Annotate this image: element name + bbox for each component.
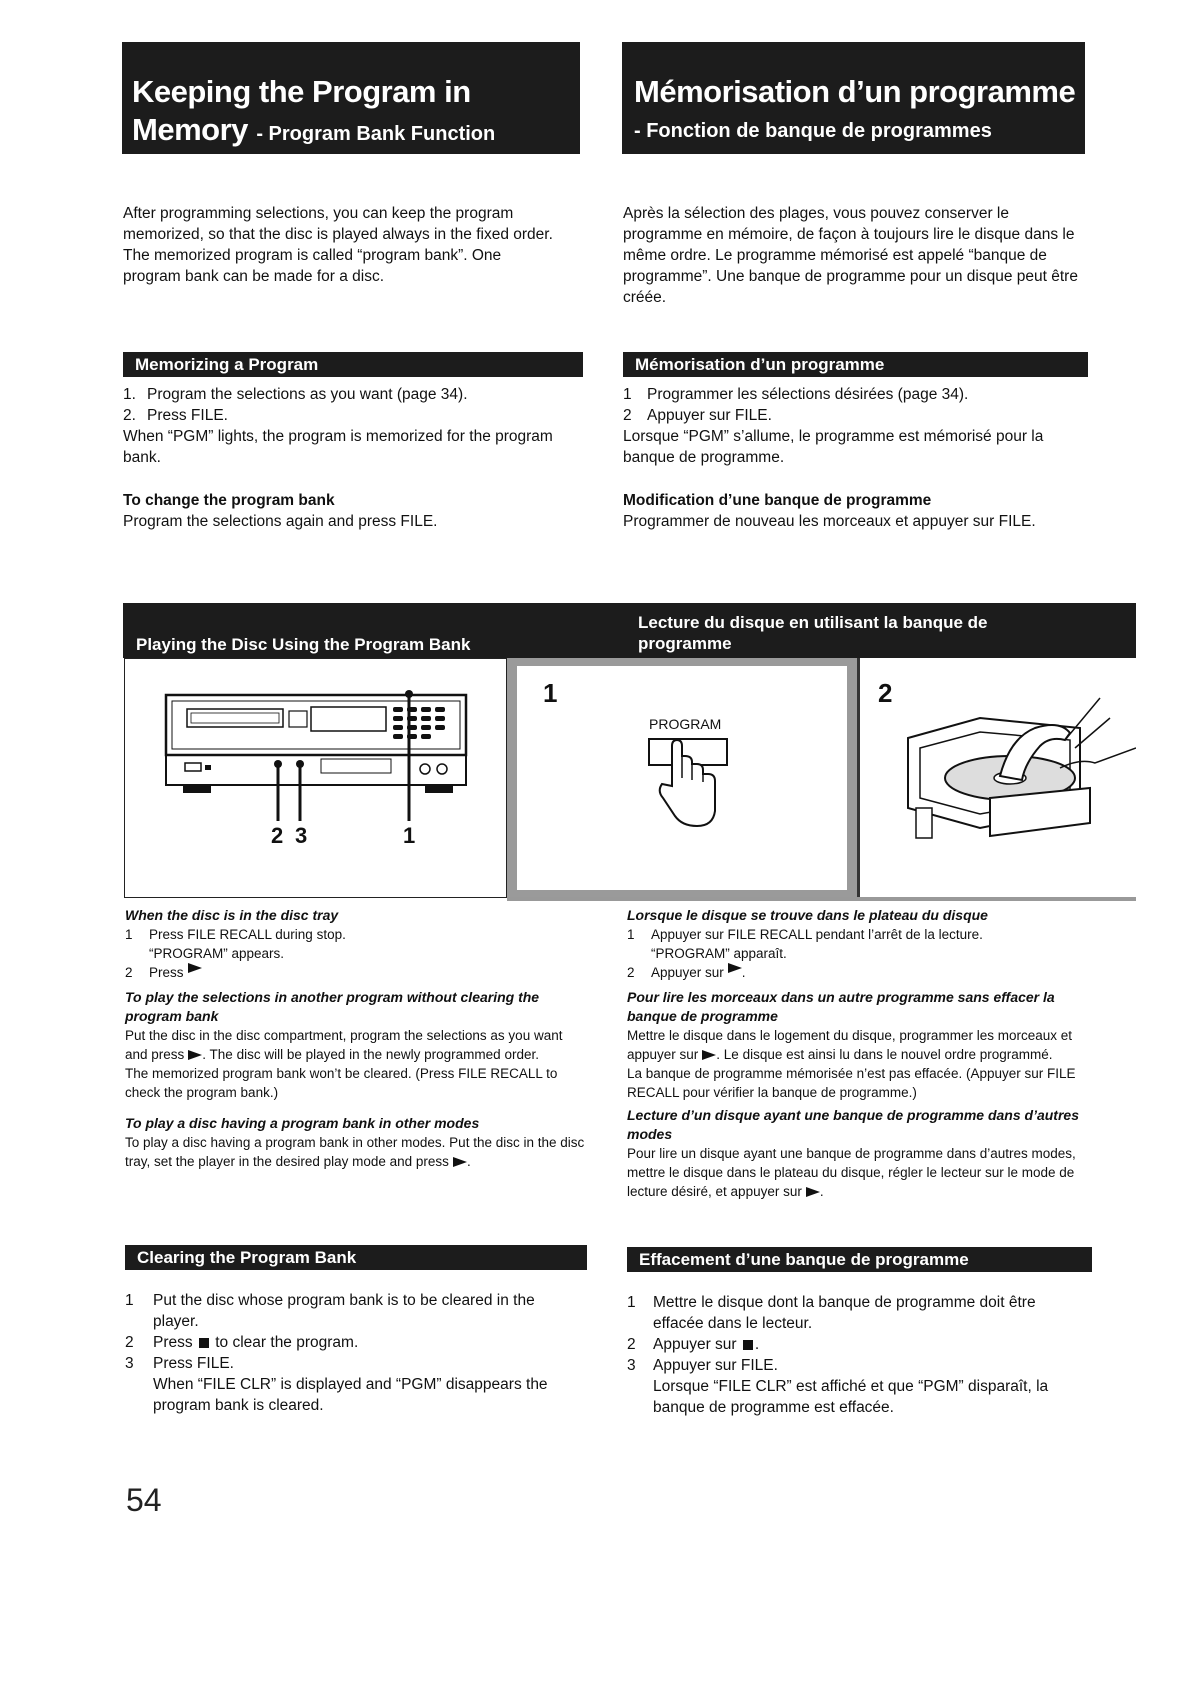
list-item xyxy=(623,405,1083,426)
paragraph-text: To play a disc having a program bank in other modes. Put the disc in the disc tray, set the player in the desired play mode and press xyxy=(125,1135,585,1169)
playing-h3-en: To play a disc having a program bank in other modes xyxy=(125,1115,480,1131)
play-icon xyxy=(702,1050,716,1060)
playing-h2-en: To play the selections in another program without clearing the program bank xyxy=(125,989,540,1024)
list-item xyxy=(125,1290,575,1332)
step-text: Press xyxy=(153,1334,193,1351)
list-item xyxy=(125,963,585,982)
list-item xyxy=(125,925,585,944)
clearing-body-fr xyxy=(627,1292,1087,1418)
figure-bottom-rule xyxy=(507,897,1136,901)
change-heading-en: To change the program bank xyxy=(123,492,335,509)
step-number: 2 xyxy=(125,965,133,980)
paragraph-text: Pour lire un disque ayant une banque de programme dans d’autres modes, mettre le disque dans le plateau du disque, régler le lecteur sur le mode de lecture désiré, et appuyer sur xyxy=(627,1146,1076,1199)
list-item xyxy=(623,384,1083,405)
step-text: . xyxy=(754,1336,760,1353)
play-icon xyxy=(453,1157,467,1167)
paragraph-text: Mettre le disque dans le logement du disque, programmer les morceaux et appuyer sur xyxy=(627,1028,1072,1062)
title-fr xyxy=(622,42,1085,154)
step-number: 1 xyxy=(125,1292,134,1309)
step-note: “PROGRAM” appears. xyxy=(149,946,285,961)
list-item xyxy=(627,1292,1087,1334)
playing-heading-fr: Lecture du disque en utilisant la banque de programme xyxy=(638,613,988,653)
step-text: to clear the program. xyxy=(215,1334,359,1351)
paragraph-text: . xyxy=(819,1184,824,1199)
intro-fr: Après la sélection des plages, vous pouvez conserver le programme en mémoire, de façon à toujours lire le disque dans le même ordre. Le programme mémorisé est appelé “banque de programme”. Une banque de programme pour un disque peut être créée. xyxy=(623,205,1078,306)
step-text: Appuyer sur FILE. xyxy=(647,407,772,424)
list-item xyxy=(627,925,1087,944)
play-icon xyxy=(806,1187,820,1197)
title-en-sub: - Program Bank Function xyxy=(256,123,496,145)
step-number: 2 xyxy=(627,1336,636,1353)
step-number: 1. xyxy=(123,386,136,403)
list-item xyxy=(627,1355,1087,1376)
playing-heading-en: Playing the Disc Using the Program Bank xyxy=(136,635,471,654)
step-number: 3 xyxy=(627,1357,636,1374)
step-text: Press FILE RECALL during stop. xyxy=(149,927,346,942)
figure-cd-player-panel xyxy=(124,658,507,898)
playing-h2-fr: Pour lire les morceaux dans un autre programme sans effacer la banque de programme xyxy=(627,989,1055,1024)
playing-p2-en xyxy=(125,1026,585,1064)
playing-h1-fr: Lorsque le disque se trouve dans le plateau du disque xyxy=(627,907,988,923)
list-item xyxy=(125,1332,575,1353)
callout-1: 1 xyxy=(403,823,416,848)
title-en-line2: Memory xyxy=(132,112,248,147)
step-text: Press xyxy=(149,965,184,980)
playing-body-en xyxy=(125,906,585,1171)
callout-3: 3 xyxy=(295,823,308,848)
clearing-body-en xyxy=(125,1290,575,1416)
step-number: 1 xyxy=(627,927,635,942)
paragraph-text: Put the disc in the disc compartment, program the selections as you want and press xyxy=(125,1028,563,1062)
page-number: 54 xyxy=(126,1482,162,1518)
memorizing-note-fr: Lorsque “PGM” s’allume, le programme est mémorisé pour la banque de programme. xyxy=(623,428,1044,466)
list-item: 2 Appuyer sur . xyxy=(627,965,746,980)
step-number: 2 xyxy=(623,407,632,424)
title-fr-sub: - Fonction de banque de programmes xyxy=(634,120,992,142)
step-number: 1 xyxy=(623,386,632,403)
playing-p2c-fr: La banque de programme mémorisée n’est pas effacée. (Appuyer sur FILE RECALL pour vérifier la banque de programme.) xyxy=(627,1066,1076,1100)
intro-en: After programming selections, you can keep the program memorized, so that the disc is played always in the fixed order. The memorized program is called “program bank”. One program bank can be made for a disc. xyxy=(123,205,553,285)
playing-p3-fr xyxy=(627,1144,1087,1201)
memorizing-note-en: When “PGM” lights, the program is memorized for the program bank. xyxy=(123,428,553,466)
step-number: 1 xyxy=(125,927,133,942)
play-icon xyxy=(728,963,742,973)
step-text: Appuyer sur FILE. xyxy=(653,1357,778,1374)
clearing-heading-en: Clearing the Program Bank xyxy=(125,1245,587,1270)
figure-step2-number: 2 xyxy=(878,678,893,708)
play-icon xyxy=(188,963,202,973)
title-en xyxy=(122,42,580,154)
paragraph-text: . The disc will be played in the newly programmed order. xyxy=(202,1047,539,1062)
title-fr-line1: Mémorisation d’un programme xyxy=(634,74,1076,109)
playing-h1-en: When the disc is in the disc tray xyxy=(125,907,339,923)
step-note: When “FILE CLR” is displayed and “PGM” disappears the program bank is cleared. xyxy=(153,1376,548,1414)
playing-heading-band xyxy=(123,603,1136,658)
step-number: 2 xyxy=(627,965,635,980)
step-number: 2. xyxy=(123,407,136,424)
memorizing-heading-en: Memorizing a Program xyxy=(123,352,583,377)
step-text: Press FILE. xyxy=(153,1355,234,1372)
playing-p2-fr xyxy=(627,1026,1087,1064)
memorizing-heading-fr: Mémorisation d’un programme xyxy=(623,352,1088,377)
step-text: Programmer les sélections désirées (page 34). xyxy=(647,386,969,403)
list-item xyxy=(123,384,568,405)
playing-h3-fr: Lecture d’un disque ayant une banque de programme dans d’autres modes xyxy=(627,1107,1079,1142)
list-item xyxy=(627,1334,1087,1355)
memorizing-body-fr xyxy=(623,384,1083,532)
stop-icon xyxy=(743,1340,753,1350)
paragraph-text: . Le disque est ainsi lu dans le nouvel ordre programmé. xyxy=(716,1047,1053,1062)
list-item xyxy=(125,1353,575,1374)
stop-icon xyxy=(199,1338,209,1348)
step-text: Appuyer sur FILE RECALL pendant l’arrêt de la lecture. xyxy=(651,927,983,942)
title-en-line1: Keeping the Program in xyxy=(132,74,471,109)
callout-2: 2 xyxy=(271,823,284,848)
step-number: 1 xyxy=(627,1294,636,1311)
step-text: Press FILE. xyxy=(147,407,228,424)
memorizing-body-en xyxy=(123,384,568,532)
list-item xyxy=(123,405,568,426)
disc-tray-illustration xyxy=(860,658,1136,898)
step-text: Put the disc whose program bank is to be cleared in the player. xyxy=(153,1292,535,1330)
step-text: Appuyer sur xyxy=(653,1336,737,1353)
step-text: Program the selections as you want (page 34). xyxy=(147,386,468,403)
clearing-heading-fr: Effacement d’une banque de programme xyxy=(627,1247,1092,1272)
figure-step1-panel xyxy=(507,658,857,898)
change-text-fr: Programmer de nouveau les morceaux et appuyer sur FILE. xyxy=(623,513,1036,530)
step-text: Mettre le disque dont la banque de programme doit être effacée dans le lecteur. xyxy=(653,1294,1036,1332)
play-icon xyxy=(188,1050,202,1060)
playing-body-fr xyxy=(627,906,1087,1201)
figure-step2-panel xyxy=(857,658,1136,898)
step-note: “PROGRAM” apparaît. xyxy=(651,946,787,961)
step-number: 2 xyxy=(125,1334,134,1351)
playing-p2c-en: The memorized program bank won’t be cleared. (Press FILE RECALL to check the program bank.) xyxy=(125,1066,558,1100)
step-text: Appuyer sur xyxy=(651,965,724,980)
cd-player-illustration xyxy=(125,659,506,897)
step-number: 3 xyxy=(125,1355,134,1372)
program-button-press-illustration xyxy=(517,666,847,890)
program-button-label: PROGRAM xyxy=(649,716,722,732)
paragraph-text: . xyxy=(466,1154,471,1169)
playing-p3-en xyxy=(125,1133,585,1171)
step-note: Lorsque “FILE CLR” est affiché et que “PGM” disparaît, la banque de programme est effacée. xyxy=(653,1378,1049,1416)
change-heading-fr: Modification d’une banque de programme xyxy=(623,492,932,509)
change-text-en: Program the selections again and press FILE. xyxy=(123,513,438,530)
figure-step1-number: 1 xyxy=(543,678,558,708)
